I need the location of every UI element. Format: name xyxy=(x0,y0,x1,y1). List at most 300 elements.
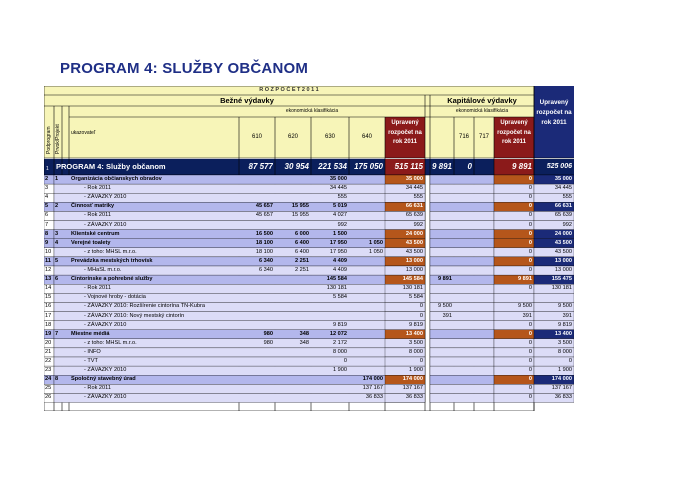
row-label: Činnosť matriky xyxy=(71,203,115,210)
cell-kv: 0 xyxy=(528,230,532,237)
cell-c630: 4 027 xyxy=(333,212,347,219)
cell-c717 xyxy=(454,375,472,384)
row-number: 26 xyxy=(45,394,52,401)
cell-c610 xyxy=(239,357,273,366)
row-label: - ZÁVAZKY 2010: Nový mestský cintorín xyxy=(84,312,185,319)
cell-bv: 0 xyxy=(419,358,423,364)
cell-c620 xyxy=(275,384,309,393)
cell-total: 34 445 xyxy=(554,185,572,192)
subprogram-number xyxy=(55,284,62,293)
cell-bv: 145 584 xyxy=(402,276,423,283)
row-number: 19 xyxy=(45,330,52,337)
cell-c610 xyxy=(239,312,273,321)
cell-c630: 555 xyxy=(337,194,347,201)
cell-c716 xyxy=(430,366,452,375)
cell-total: 555 xyxy=(562,194,572,201)
cell-c716: 9 500 xyxy=(438,303,452,310)
subprogram-number xyxy=(55,393,62,402)
cell-c610: 6 340 xyxy=(259,257,273,264)
cell-c716 xyxy=(430,202,452,211)
cell-total: 24 000 xyxy=(554,230,572,237)
cell-c630: 17 950 xyxy=(329,248,347,255)
col-620-header: 620 xyxy=(287,134,298,140)
cell-c620 xyxy=(275,357,309,366)
cell-kv: 0 xyxy=(528,248,532,255)
cell-bv: 34 445 xyxy=(405,185,423,192)
row-label: - ZÁVAZKY 2010 xyxy=(84,367,127,374)
cell-c610: 6 340 xyxy=(259,267,273,273)
subprogram-number xyxy=(55,221,62,230)
cell-total: 35 000 xyxy=(554,176,572,182)
row-label: - Rok 2011 xyxy=(84,385,111,392)
row-label: - z toho: MHSL m.r.o. xyxy=(84,339,137,346)
cell-c717 xyxy=(454,239,472,248)
cell-kv: 0 xyxy=(528,358,532,364)
cell-c716 xyxy=(430,339,452,348)
ukazovatel-header: ukazovateľ xyxy=(71,130,96,136)
cell-c640 xyxy=(349,312,383,321)
cell-c630: 130 181 xyxy=(326,285,347,292)
row-label: Klientské centrum xyxy=(71,230,120,237)
cell-c620 xyxy=(275,393,309,402)
cell-c640 xyxy=(349,339,383,348)
row-number: 5 xyxy=(45,203,49,210)
cell-c630: 17 950 xyxy=(329,239,347,246)
row-number: 21 xyxy=(45,348,52,355)
cell-kv: 0 xyxy=(528,267,532,273)
cell-c717 xyxy=(454,248,472,257)
cell-kv: 0 xyxy=(528,348,532,355)
subprogram-number: 3 xyxy=(55,230,59,237)
row-label: Spoločný stavebný úrad xyxy=(71,376,136,383)
cell-c610: 980 xyxy=(263,339,273,346)
cell-total: 9 500 xyxy=(558,303,572,310)
cell-bv: 43 500 xyxy=(405,239,423,246)
row-number: 10 xyxy=(45,248,52,255)
table-row xyxy=(44,393,574,402)
cell-c620: 2 251 xyxy=(295,257,309,264)
table-row xyxy=(44,312,574,321)
row-number: 9 xyxy=(45,239,49,246)
cell-c717 xyxy=(454,393,472,402)
row-number: 11 xyxy=(45,257,51,264)
table-row xyxy=(44,366,574,375)
cell-c640 xyxy=(349,202,383,211)
subprogram-number xyxy=(55,293,62,302)
row-label: - Vojnové hroby - dotácia xyxy=(84,294,146,301)
cell-c640 xyxy=(349,184,383,193)
row-label: Verejné toalety xyxy=(71,239,111,246)
cell-c717 xyxy=(454,339,472,348)
cell-c716 xyxy=(430,384,452,393)
program-kv: 9 891 xyxy=(511,162,532,171)
cell-kv: 391 xyxy=(522,312,532,319)
cell-c630: 0 xyxy=(343,358,347,364)
cell-c620 xyxy=(275,312,309,321)
cell-bv: 1 900 xyxy=(409,367,423,374)
cell-c630 xyxy=(311,393,347,402)
program-row xyxy=(44,162,574,174)
cell-c640 xyxy=(349,211,383,220)
cell-c630: 9 819 xyxy=(333,321,347,328)
subprogram-number: 4 xyxy=(55,239,59,246)
table-row xyxy=(44,239,574,248)
cell-kv xyxy=(494,293,532,302)
cell-c640 xyxy=(349,366,383,375)
row-number: 24 xyxy=(45,376,52,383)
cell-c620: 348 xyxy=(299,330,309,337)
cell-c716 xyxy=(430,266,452,275)
table-row xyxy=(44,175,574,184)
subprogram-number: 1 xyxy=(55,176,59,182)
subprogram-number xyxy=(55,184,62,193)
subprogram-number xyxy=(55,339,62,348)
row-number: 17 xyxy=(45,312,52,319)
cell-c610 xyxy=(239,293,273,302)
row-label: - MHaSL m.r.o. xyxy=(84,267,122,273)
cell-total: 43 500 xyxy=(554,239,572,246)
row-number: 3 xyxy=(45,185,49,192)
cell-c630: 4 409 xyxy=(333,257,347,264)
cell-c610 xyxy=(239,348,273,357)
row-number: 12 xyxy=(45,267,52,273)
cell-c716 xyxy=(430,393,452,402)
row-label: - INFO xyxy=(84,348,101,355)
program-620: 30 954 xyxy=(284,162,309,171)
table-row xyxy=(44,266,574,275)
subprogram-number xyxy=(55,302,62,311)
cell-bv: 24 000 xyxy=(405,230,423,237)
cell-bv: 13 000 xyxy=(405,267,423,273)
subprogram-number xyxy=(55,357,62,366)
cell-total: 3 500 xyxy=(558,339,572,346)
cell-c716 xyxy=(430,193,452,202)
cell-total: 174 000 xyxy=(551,376,572,383)
cell-c716 xyxy=(430,357,452,366)
cell-total: 65 639 xyxy=(554,212,572,219)
cell-c610: 45 657 xyxy=(255,212,273,219)
program-630: 221 534 xyxy=(318,162,347,171)
subprogram-number xyxy=(55,321,62,330)
cell-c716: 391 xyxy=(442,312,452,319)
cell-c630: 1 500 xyxy=(333,230,347,237)
cell-c640: 36 833 xyxy=(365,394,383,401)
cell-c620: 6 400 xyxy=(295,248,309,255)
cell-c716 xyxy=(430,375,452,384)
cell-kv: 0 xyxy=(528,203,532,210)
table-row xyxy=(44,348,574,357)
table-row xyxy=(44,211,574,220)
cell-c630: 5 019 xyxy=(333,203,347,210)
bezne-vydavky-header: Bežné výdavky xyxy=(220,96,274,105)
row-label: Cintorínske a pohrebné služby xyxy=(71,276,153,283)
cell-bv: 66 631 xyxy=(405,203,423,210)
cell-c717 xyxy=(454,184,472,193)
cell-c630: 35 000 xyxy=(329,176,347,182)
table-row xyxy=(44,257,574,266)
cell-c716 xyxy=(430,230,452,239)
table-row xyxy=(44,339,574,348)
cell-bv: 130 181 xyxy=(402,285,423,292)
cell-c610 xyxy=(239,384,273,393)
cell-c620: 2 251 xyxy=(295,267,309,273)
cell-c610 xyxy=(239,366,273,375)
program-717: 0 xyxy=(467,162,472,171)
cell-c717 xyxy=(454,257,472,266)
cell-c717 xyxy=(454,302,472,311)
cell-c630: 2 172 xyxy=(333,339,347,346)
row-number: 20 xyxy=(45,339,52,346)
cell-c610: 980 xyxy=(263,330,273,337)
cell-total: 8 000 xyxy=(558,348,572,355)
budget-table xyxy=(44,86,574,411)
cell-c717 xyxy=(454,202,472,211)
row-number: 18 xyxy=(45,321,52,328)
cell-c640: 1 050 xyxy=(369,248,383,255)
table-row xyxy=(44,184,574,193)
cell-c610 xyxy=(239,184,273,193)
cell-c630: 12 072 xyxy=(329,330,347,337)
row-label: - z toho: MHSL m.r.o. xyxy=(84,248,137,255)
cell-c716 xyxy=(430,211,452,220)
subprogram-number: 6 xyxy=(55,276,59,283)
program-bv: 515 115 xyxy=(394,162,423,171)
cell-c717 xyxy=(454,312,472,321)
cell-total: 1 900 xyxy=(558,367,572,374)
cell-c717 xyxy=(454,211,472,220)
cell-total: 13 400 xyxy=(554,330,572,337)
cell-c610 xyxy=(239,321,273,330)
cell-c620 xyxy=(275,175,309,184)
cell-total: 130 181 xyxy=(551,285,572,292)
table-row xyxy=(44,275,574,284)
cell-c630: 1 900 xyxy=(333,367,347,374)
cell-c630: 8 000 xyxy=(333,348,347,355)
cell-c717 xyxy=(454,330,472,339)
cell-bv: 174 000 xyxy=(402,376,423,383)
cell-c717 xyxy=(454,366,472,375)
col-716-header: 716 xyxy=(458,134,469,140)
subprogram-number: 7 xyxy=(55,330,59,337)
subprogram-number: 8 xyxy=(55,376,59,383)
cell-c620 xyxy=(275,375,309,384)
upraveny-kv-header: Upravený rozpočet na rok 2011 xyxy=(497,120,531,145)
row-label: Prevádzka mestských trhovísk xyxy=(71,257,153,264)
program-610: 87 577 xyxy=(248,162,273,171)
row-label: Organizácia občianskych obradov xyxy=(71,176,162,182)
cell-total: 36 833 xyxy=(554,394,572,401)
cell-c620 xyxy=(275,293,309,302)
cell-total: 391 xyxy=(562,312,572,319)
row-label: - Rok 2011 xyxy=(84,285,111,292)
cell-c610 xyxy=(239,275,273,284)
table-row xyxy=(44,284,574,293)
cell-kv: 0 xyxy=(528,257,532,264)
table-row xyxy=(44,302,574,311)
cell-c610 xyxy=(239,221,273,230)
cell-c716 xyxy=(430,184,452,193)
cell-c640 xyxy=(349,302,383,311)
row-number: 13 xyxy=(45,276,52,283)
cell-c630 xyxy=(311,302,347,311)
subprogram-number xyxy=(55,366,62,375)
cell-c717 xyxy=(454,348,472,357)
table-row xyxy=(44,321,574,330)
subprogram-number xyxy=(55,248,62,257)
cell-kv: 9 891 xyxy=(518,276,532,283)
cell-bv: 36 833 xyxy=(405,394,423,401)
row-number: 7 xyxy=(45,221,49,228)
cell-c716 xyxy=(430,293,452,302)
row-number: 15 xyxy=(45,294,52,301)
cell-bv: 0 xyxy=(419,303,423,310)
cell-c716 xyxy=(430,248,452,257)
cell-c620 xyxy=(275,366,309,375)
table-row xyxy=(44,384,574,393)
cell-total: 9 819 xyxy=(558,321,572,328)
table-row xyxy=(44,293,574,302)
cell-bv: 0 xyxy=(419,312,423,319)
cell-c620 xyxy=(275,184,309,193)
row-label: - ZÁVAZKY 2010: Rozšírenie cintorína TN-Kubra xyxy=(84,303,205,310)
cell-kv: 0 xyxy=(528,185,532,192)
cell-kv: 0 xyxy=(528,239,532,246)
ek-klasifikacia-kapitalove: ekonomická klasifikácia xyxy=(455,108,509,114)
cell-bv: 8 000 xyxy=(409,348,423,355)
kapitalove-vydavky-header: Kapitálové výdavky xyxy=(447,96,517,105)
cell-total: 992 xyxy=(562,221,572,228)
cell-kv: 0 xyxy=(528,376,532,383)
cell-bv: 13 400 xyxy=(405,330,423,337)
table-row xyxy=(44,221,574,230)
cell-c620 xyxy=(275,193,309,202)
row-label: - TVT xyxy=(84,358,98,364)
cell-c610 xyxy=(239,393,273,402)
subprogram-number xyxy=(55,211,62,220)
cell-c620: 348 xyxy=(299,339,309,346)
cell-c640 xyxy=(349,257,383,266)
row-number: 1 xyxy=(46,166,49,172)
cell-kv: 0 xyxy=(528,285,532,292)
cell-c640 xyxy=(349,221,383,230)
cell-c716: 9 891 xyxy=(438,276,452,283)
cell-c716 xyxy=(430,175,452,184)
cell-c716 xyxy=(430,239,452,248)
program-716: 9 891 xyxy=(431,162,452,171)
cell-kv: 0 xyxy=(528,330,532,337)
cell-c640 xyxy=(349,175,383,184)
row-number: 4 xyxy=(45,194,49,201)
cell-c640: 1 050 xyxy=(369,239,383,246)
cell-kv: 0 xyxy=(528,367,532,374)
cell-c717 xyxy=(454,275,472,284)
cell-c640 xyxy=(349,321,383,330)
row-number: 16 xyxy=(45,303,52,310)
cell-total xyxy=(534,293,572,302)
cell-c640 xyxy=(349,193,383,202)
cell-c640 xyxy=(349,284,383,293)
cell-c620 xyxy=(275,321,309,330)
col-610-header: 610 xyxy=(251,134,262,140)
cell-c610: 18 100 xyxy=(255,248,273,255)
cell-c610 xyxy=(239,175,273,184)
cell-c630: 145 584 xyxy=(326,276,347,283)
cell-c640 xyxy=(349,230,383,239)
cell-c620: 15 955 xyxy=(291,203,309,210)
rozpocet-header: R O Z P O Č E T 2 0 1 1 xyxy=(259,87,319,93)
total-upraveny-header: Upravený rozpočet na rok 2011 xyxy=(536,99,572,126)
table-row xyxy=(44,230,574,239)
cell-bv: 13 000 xyxy=(405,257,423,264)
row-label: - ZÁVAZKY 2010 xyxy=(84,194,127,201)
cell-c640 xyxy=(349,266,383,275)
cell-c640 xyxy=(349,357,383,366)
cell-total: 66 631 xyxy=(554,203,572,210)
cell-c620 xyxy=(275,221,309,230)
row-number: 23 xyxy=(45,367,52,374)
cell-c610: 45 657 xyxy=(255,203,273,210)
podprogram-header: Podprogram xyxy=(46,126,52,154)
cell-c610 xyxy=(239,193,273,202)
cell-kv: 0 xyxy=(528,194,532,201)
row-label: - ZÁVAZKY 2010 xyxy=(84,221,127,228)
cell-c640 xyxy=(349,348,383,357)
table-row xyxy=(44,357,574,366)
cell-c716 xyxy=(430,257,452,266)
row-number: 25 xyxy=(45,385,52,392)
row-label: Miestne médiá xyxy=(71,330,110,337)
cell-kv: 0 xyxy=(528,176,532,182)
cell-c717 xyxy=(454,284,472,293)
row-number: 6 xyxy=(45,212,49,219)
cell-bv: 992 xyxy=(413,221,423,228)
cell-c620: 15 955 xyxy=(291,212,309,219)
col-630-header: 630 xyxy=(324,134,335,140)
cell-c620 xyxy=(275,284,309,293)
row-number: 14 xyxy=(45,285,52,292)
cell-c716 xyxy=(430,284,452,293)
table-row xyxy=(44,193,574,202)
cell-kv: 0 xyxy=(528,221,532,228)
cell-c620 xyxy=(275,348,309,357)
table-row xyxy=(44,202,574,211)
cell-bv: 9 819 xyxy=(409,321,423,328)
cell-c610 xyxy=(239,284,273,293)
subprogram-number xyxy=(55,266,62,275)
program-label: PROGRAM 4: Služby občanom xyxy=(56,162,166,171)
cell-bv: 5 584 xyxy=(409,294,423,301)
cell-total: 13 000 xyxy=(554,257,572,264)
cell-c716 xyxy=(430,330,452,339)
cell-c620: 6 000 xyxy=(295,230,309,237)
subprogram-number xyxy=(55,312,62,321)
cell-c610: 18 100 xyxy=(255,239,273,246)
cell-kv: 0 xyxy=(528,321,532,328)
cell-c640 xyxy=(349,293,383,302)
cell-c630: 5 584 xyxy=(333,294,347,301)
cell-total: 43 500 xyxy=(554,248,572,255)
cell-c620: 6 400 xyxy=(295,239,309,246)
cell-c717 xyxy=(454,230,472,239)
cell-c630 xyxy=(311,384,347,393)
col-640-header: 640 xyxy=(361,134,372,140)
cell-c716 xyxy=(430,321,452,330)
ek-klasifikacia-bezne: ekonomická klasifikácia xyxy=(285,108,339,114)
subprogram-number xyxy=(55,348,62,357)
cell-c630: 992 xyxy=(337,221,347,228)
cell-kv: 0 xyxy=(528,212,532,219)
cell-total: 137 167 xyxy=(551,385,572,392)
